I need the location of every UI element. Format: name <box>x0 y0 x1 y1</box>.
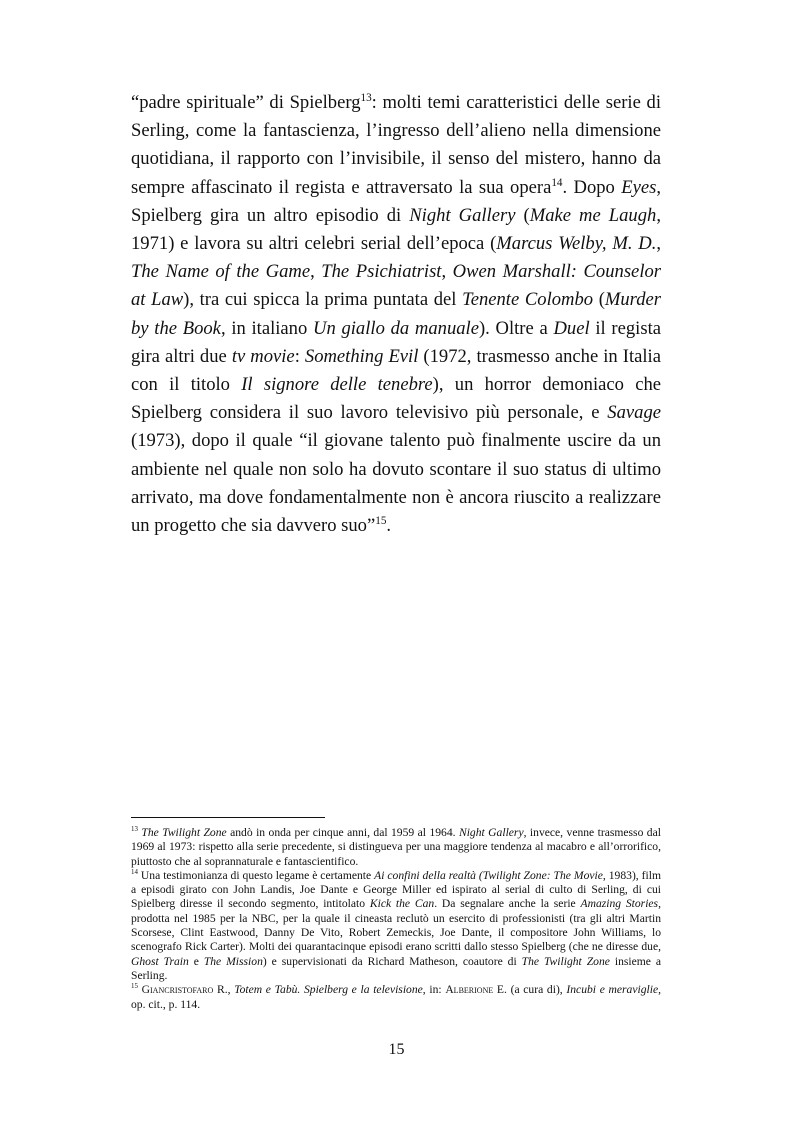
text-segment: , in italiano <box>220 317 314 339</box>
text-segment: . <box>386 515 392 537</box>
text-segment: , <box>441 261 453 283</box>
footnote-text: ) e supervisionati da Richard Matheson, coautore di <box>262 954 522 968</box>
footnote-title: Ai confini della realtà (Twilight Zone: The Movie <box>374 868 603 882</box>
title-savage: Savage <box>607 402 661 424</box>
title-tenente-colombo: Tenente Colombo <box>462 289 594 311</box>
footnote-text: E. (a cura di), <box>493 983 567 997</box>
title-signore-tenebre: Il signore delle tenebre <box>241 374 433 396</box>
footnote-number: 14 <box>131 868 138 877</box>
footnote-ref-13[interactable]: 13 <box>360 91 372 104</box>
text-segment: ( <box>593 289 605 311</box>
text-segment: ). Oltre a <box>478 317 554 339</box>
footnote-text: , prodotta nel 1985 per la NBC, per la quale il cineasta reclutò un esercito di professionisti (tra gli altri Martin Scorsese, Clint Eastwood, Danny De Vito, Robert Zemeckis, Joe Dante, il compositore John Williams, lo scenografo Rick Carter). Molti dei quarantacinque episodi erano scritti dallo stesso Spielberg (che ne diresse due, <box>131 897 661 954</box>
text-segment: ), tra cui spicca la prima puntata del <box>183 289 463 311</box>
author-name: Alberione <box>445 983 494 997</box>
title-name-of-the-game: The Name of the Game <box>131 261 311 283</box>
footnote-title: Incubi e meraviglie <box>566 983 659 997</box>
footnote-number: 15 <box>131 982 138 991</box>
footnote-ref-14[interactable]: 14 <box>551 176 563 189</box>
text-segment: . Dopo <box>562 176 622 198</box>
title-psichiatrist: The Psichiatrist <box>321 261 442 283</box>
footnote-15 <box>131 983 661 1012</box>
footnote-text: insieme a Serling. <box>131 954 661 982</box>
footnote-title: Kick the Can <box>369 897 435 911</box>
footnote-title: Totem e Tabù. Spielberg e la televisione <box>234 983 423 997</box>
title-make-me-laugh: Make me Laugh <box>529 204 657 226</box>
title-owen-marshall: Owen Marshall: Counselor at Law <box>131 261 662 311</box>
footnote-separator <box>131 817 325 818</box>
footnote-number: 13 <box>131 825 138 834</box>
footnote-text: e <box>188 954 204 968</box>
main-paragraph <box>131 89 661 540</box>
text-segment: , <box>656 233 662 255</box>
footnote-text: , in: <box>422 983 446 997</box>
text-segment: ), un horror demoniaco che Spielberg considera il suo lavoro televisivo più personale, e <box>131 374 661 424</box>
title-murder-by-the-book: Murder by the Book <box>131 289 662 339</box>
text-segment: il regista gira altri due <box>131 317 661 367</box>
title-marcus-welby: Marcus Welby, M. D. <box>496 233 657 255</box>
title-eyes: Eyes <box>621 176 657 198</box>
text-segment: , 1971) e lavora su altri celebri serial dell’epoca ( <box>131 204 661 255</box>
title-duel: Duel <box>553 317 590 339</box>
footnote-ref-15[interactable]: 15 <box>375 514 387 527</box>
footnote-title: The Mission <box>203 954 263 968</box>
footnote-title: Ghost Train <box>131 954 189 968</box>
author-name: Giancristofaro <box>141 983 214 997</box>
footnote-title: Amazing Stories <box>580 897 659 911</box>
term-tv-movie: tv movie <box>231 345 295 367</box>
title-something-evil: Something Evil <box>304 345 419 367</box>
footnote-13 <box>131 826 661 869</box>
footnote-title: Night Gallery <box>458 826 524 839</box>
title-night-gallery: Night Gallery <box>409 204 516 226</box>
footnote-title: The Twilight Zone <box>141 826 227 839</box>
text-segment: “padre spirituale” di Spielberg <box>131 92 361 113</box>
text-segment: : molti temi caratteristici delle serie di Serling, come la fantascienza, l’ingresso dell’alieno nella dimensione quotidiana, il rapporto con l’invisibile, il senso del mistero, hanno da sempre affascinato il regista e attraversato la sua opera <box>131 92 661 198</box>
text-segment: (1973), dopo il quale “il giovane talento può finalmente uscire da un ambiente nel quale non solo ha dovuto scontare il suo status di ultimo arrivato, ma dove fondamentalmente non è ancora riuscito a realizzare un progetto che sia davvero suo” <box>131 430 661 537</box>
page-number: 15 <box>388 1041 405 1058</box>
text-segment: : <box>294 345 305 367</box>
footnote-text: R., <box>213 983 235 997</box>
footnote-text: Una testimonianza di questo legame è certamente <box>137 868 375 882</box>
text-segment: ( <box>515 204 530 226</box>
footnote-text: , invece, venne trasmesso dal 1969 al 1973: rispetto alla serie precedente, si distingueva per una maggiore tendenza al macabro e all’orrorifico, piuttosto che al soprannaturale e fantascientifico. <box>131 826 661 868</box>
footnote-text: andò in onda per cinque anni, dal 1959 al 1964. <box>226 826 459 839</box>
footnote-text: . Da segnalare anche la serie <box>434 897 581 911</box>
footnote-text: , op. cit., p. 114. <box>131 983 662 1011</box>
footnote-title: The Twilight Zone <box>521 954 610 968</box>
text-segment: , Spielberg gira un altro episodio di <box>131 176 661 226</box>
title-un-giallo: Un giallo da manuale <box>313 317 479 339</box>
text-segment: (1972, trasmesso anche in Italia con il titolo <box>131 345 661 396</box>
footnotes <box>131 826 661 1012</box>
text-segment: , <box>310 261 322 283</box>
footnote-14 <box>131 869 661 983</box>
footnote-text: , 1983), film a episodi girato con John Landis, Joe Dante e George Miller ed ispirato al serial di culto di Serling, di cui Spielberg diresse il secondo segmento, intitolato <box>131 868 661 911</box>
